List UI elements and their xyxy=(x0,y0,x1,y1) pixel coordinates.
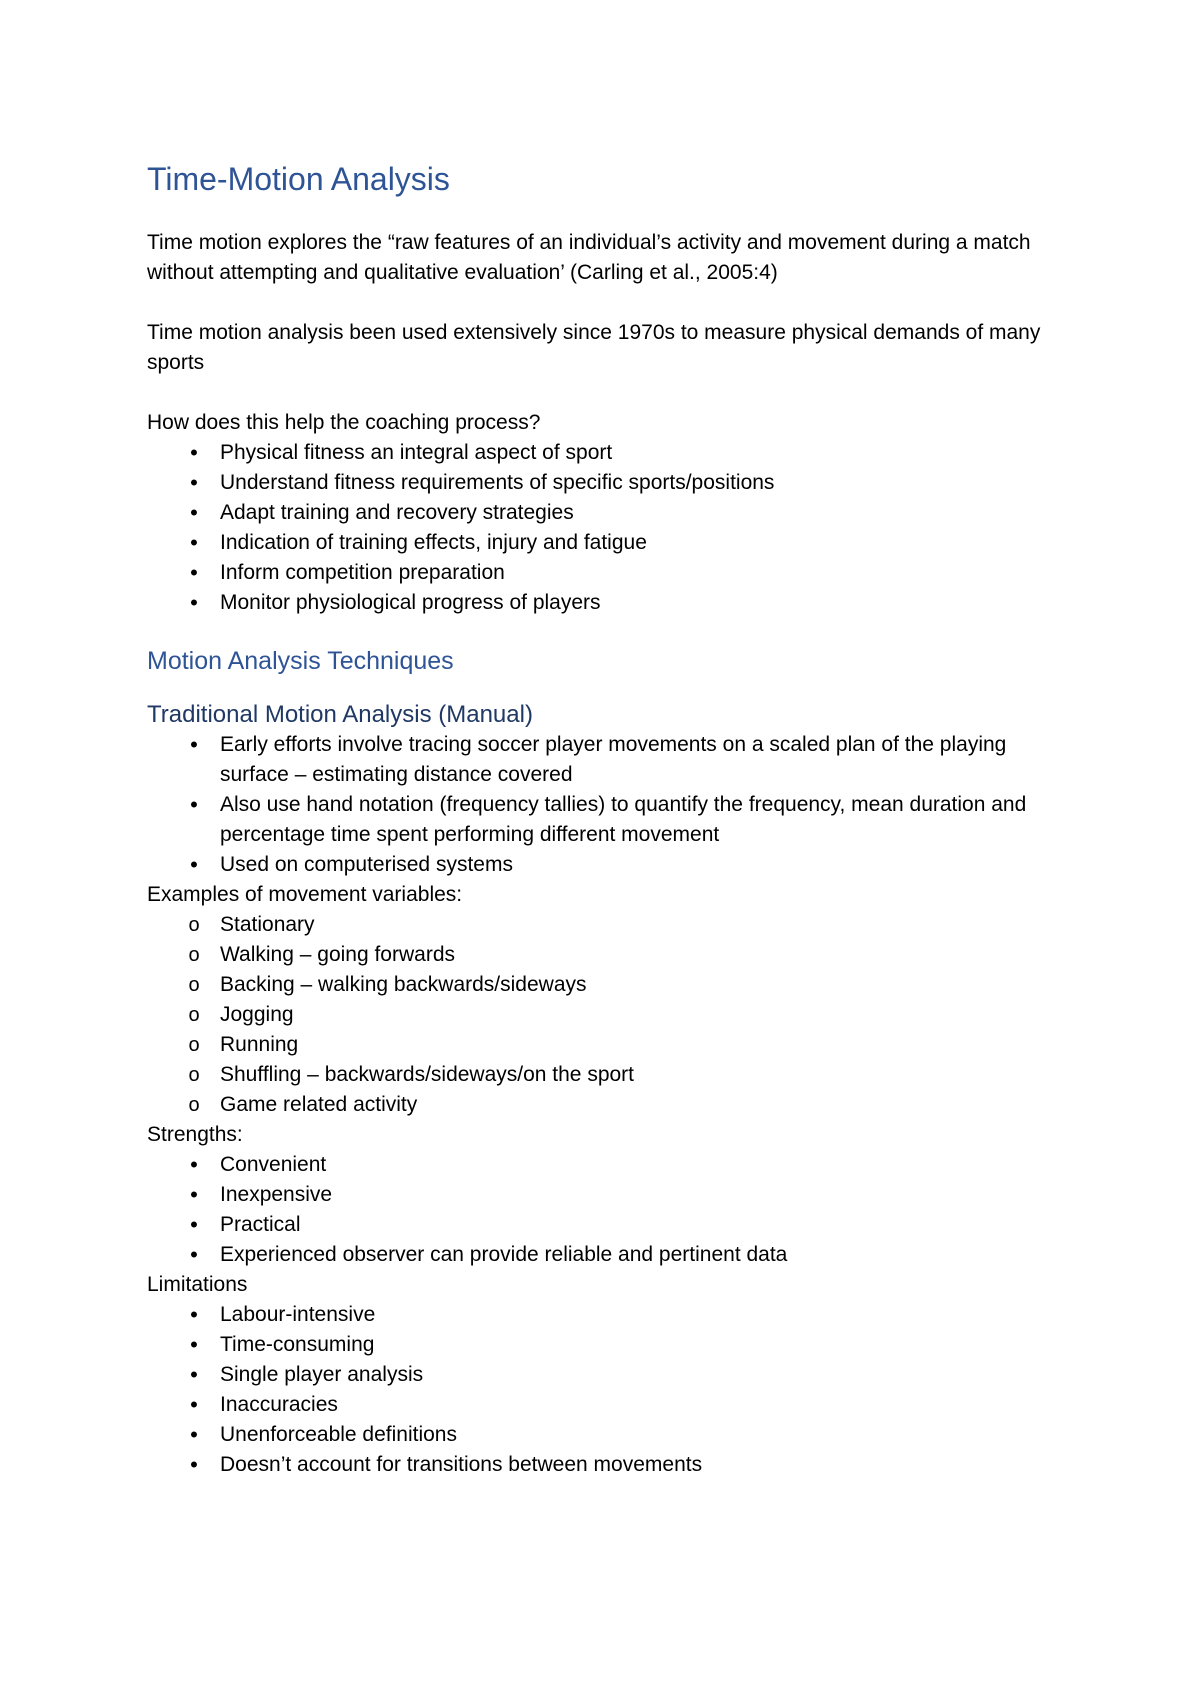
bullet-icon xyxy=(184,1330,204,1361)
strengths-label: Strengths: xyxy=(147,1123,243,1147)
list-item: o Walking – going forwards xyxy=(147,940,1077,970)
bullet-icon xyxy=(184,498,204,529)
definition-paragraph: Time motion explores the “raw features of an individual’s activity and movement during a match without attempting and qualitative evaluation’ (Carling et al., 2005:4) xyxy=(147,231,1031,285)
list-item: • Used on computerised systems xyxy=(147,850,1077,880)
circle-bullet-icon xyxy=(184,1090,204,1120)
bullet-icon xyxy=(184,558,204,589)
list-item: • Convenient xyxy=(147,1150,1077,1180)
bullet-icon xyxy=(184,1180,204,1211)
list-item: o Game related activity xyxy=(147,1090,1077,1120)
bullet-icon xyxy=(184,730,204,761)
circle-bullet-icon xyxy=(184,910,204,940)
limitations-label: Limitations xyxy=(147,1273,248,1297)
document-body xyxy=(147,160,1077,1480)
list-item: o Shuffling – backwards/sideways/on the sport xyxy=(147,1060,1077,1090)
list-item: • Also use hand notation (frequency tallies) to quantify the frequency, mean duration and percentage time spent performing different movement xyxy=(147,790,1077,850)
coaching-list xyxy=(147,438,1077,618)
bullet-icon xyxy=(184,1450,204,1481)
techniques-heading: Motion Analysis Techniques xyxy=(147,647,454,676)
list-item: • Inexpensive xyxy=(147,1180,1077,1210)
list-item: • Labour-intensive xyxy=(147,1300,1077,1330)
list-item: • Adapt training and recovery strategies xyxy=(147,498,1077,528)
traditional-list xyxy=(147,730,1077,880)
circle-bullet-icon xyxy=(184,1060,204,1090)
bullet-icon xyxy=(184,1360,204,1391)
bullet-icon xyxy=(184,790,204,821)
bullet-icon xyxy=(184,1420,204,1451)
traditional-heading: Traditional Motion Analysis (Manual) xyxy=(147,701,533,729)
bullet-icon xyxy=(184,850,204,881)
list-item: • Unenforceable definitions xyxy=(147,1420,1077,1450)
list-item: • Single player analysis xyxy=(147,1360,1077,1390)
list-item: • Monitor physiological progress of players xyxy=(147,588,1077,618)
list-item: • Early efforts involve tracing soccer player movements on a scaled plan of the playing surface – estimating distance covered xyxy=(147,730,1077,790)
coaching-question: How does this help the coaching process? xyxy=(147,411,541,435)
bullet-icon xyxy=(184,468,204,499)
list-item: • Understand fitness requirements of specific sports/positions xyxy=(147,468,1077,498)
bullet-icon xyxy=(184,528,204,559)
list-item: o Stationary xyxy=(147,910,1077,940)
list-item: • Inform competition preparation xyxy=(147,558,1077,588)
strengths-list xyxy=(147,1150,1077,1270)
list-item: • Time-consuming xyxy=(147,1330,1077,1360)
bullet-icon xyxy=(184,588,204,619)
list-item: • Physical fitness an integral aspect of sport xyxy=(147,438,1077,468)
list-item: • Experienced observer can provide reliable and pertinent data xyxy=(147,1240,1077,1270)
bullet-icon xyxy=(184,438,204,469)
circle-bullet-icon xyxy=(184,1000,204,1030)
circle-bullet-icon xyxy=(184,1030,204,1060)
circle-bullet-icon xyxy=(184,970,204,1000)
bullet-icon xyxy=(184,1210,204,1241)
limitations-list xyxy=(147,1300,1077,1480)
list-item: • Inaccuracies xyxy=(147,1390,1077,1420)
circle-bullet-icon xyxy=(184,940,204,970)
bullet-icon xyxy=(184,1240,204,1271)
list-item: • Indication of training effects, injury and fatigue xyxy=(147,528,1077,558)
list-item: o Running xyxy=(147,1030,1077,1060)
bullet-icon xyxy=(184,1150,204,1181)
variables-list xyxy=(147,910,1077,1120)
list-item: • Practical xyxy=(147,1210,1077,1240)
history-paragraph: Time motion analysis been used extensively since 1970s to measure physical demands of many sports xyxy=(147,321,1041,375)
bullet-icon xyxy=(184,1300,204,1331)
bullet-icon xyxy=(184,1390,204,1421)
list-item: o Backing – walking backwards/sideways xyxy=(147,970,1077,1000)
document-title: Time-Motion Analysis xyxy=(147,161,450,197)
variables-label: Examples of movement variables: xyxy=(147,883,463,907)
list-item: • Doesn’t account for transitions between movements xyxy=(147,1450,1077,1480)
list-item: o Jogging xyxy=(147,1000,1077,1030)
